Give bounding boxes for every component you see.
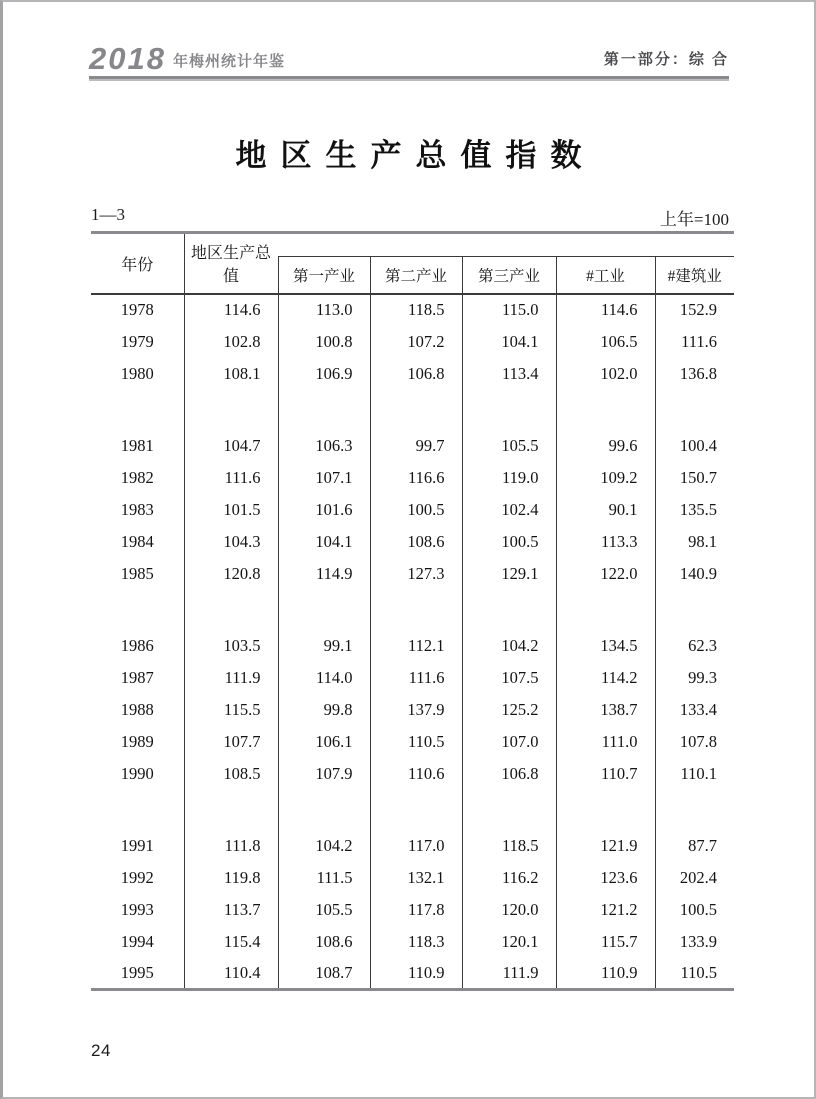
value-cell: 99.1	[278, 630, 370, 662]
value-cell: 133.4	[655, 694, 734, 726]
spacer-cell	[370, 590, 462, 630]
value-cell: 110.9	[556, 958, 655, 990]
value-cell: 110.7	[556, 758, 655, 790]
value-cell: 102.8	[184, 326, 278, 358]
value-cell: 108.1	[184, 358, 278, 390]
value-cell: 122.0	[556, 558, 655, 590]
spacer-cell	[462, 390, 556, 430]
value-cell: 99.8	[278, 694, 370, 726]
value-cell: 118.5	[370, 294, 462, 326]
value-cell: 115.7	[556, 926, 655, 958]
value-cell: 120.0	[462, 894, 556, 926]
year-cell: 1982	[120, 467, 154, 487]
value-cell: 106.1	[278, 726, 370, 758]
table-row	[91, 326, 734, 358]
value-cell: 134.5	[556, 630, 655, 662]
value-cell: 107.9	[278, 758, 370, 790]
value-cell: 114.2	[556, 662, 655, 694]
value-cell: 114.6	[556, 294, 655, 326]
value-cell: 123.6	[556, 862, 655, 894]
table-row	[91, 694, 734, 726]
value-cell: 110.1	[655, 758, 734, 790]
spacer-cell	[91, 590, 184, 630]
value-cell: 99.6	[556, 430, 655, 462]
value-cell: 101.6	[278, 494, 370, 526]
col-header-tertiary-industry: 第三产业	[462, 257, 556, 294]
value-cell: 115.4	[184, 926, 278, 958]
table-row	[91, 958, 734, 990]
value-cell: 100.8	[278, 326, 370, 358]
value-cell: 107.5	[462, 662, 556, 694]
value-cell: 106.8	[462, 758, 556, 790]
running-head-left	[89, 41, 285, 76]
value-cell: 100.5	[655, 894, 734, 926]
book-title: 年梅州统计年鉴	[172, 53, 285, 71]
spacer-row	[91, 790, 734, 830]
gdp-index-table	[91, 231, 734, 991]
year-cell: 1993	[120, 899, 154, 919]
value-cell: 111.5	[278, 862, 370, 894]
value-cell: 140.9	[655, 558, 734, 590]
year-cell: 1989	[120, 731, 154, 751]
value-cell: 111.9	[462, 958, 556, 990]
header-spacer	[278, 233, 734, 257]
col-header-primary-industry: 第一产业	[278, 257, 370, 294]
value-cell: 118.5	[462, 830, 556, 862]
value-cell: 113.3	[556, 526, 655, 558]
year-cell: 1994	[120, 931, 154, 951]
value-cell: 106.3	[278, 430, 370, 462]
value-cell: 102.4	[462, 494, 556, 526]
spacer-row	[91, 590, 734, 630]
value-cell: 104.1	[278, 526, 370, 558]
value-cell: 119.8	[184, 862, 278, 894]
spacer-cell	[184, 590, 278, 630]
value-cell: 133.9	[655, 926, 734, 958]
value-cell: 118.3	[370, 926, 462, 958]
value-cell: 119.0	[462, 462, 556, 494]
spacer-cell	[462, 590, 556, 630]
running-head	[89, 41, 729, 81]
spacer-cell	[462, 790, 556, 830]
col-header-construction: #建筑业	[655, 257, 734, 294]
spacer-cell	[556, 390, 655, 430]
table-row	[91, 726, 734, 758]
value-cell: 110.5	[370, 726, 462, 758]
value-cell: 110.9	[370, 958, 462, 990]
value-cell: 108.5	[184, 758, 278, 790]
value-cell: 110.4	[184, 958, 278, 990]
spacer-cell	[184, 390, 278, 430]
table-row	[91, 630, 734, 662]
value-cell: 121.2	[556, 894, 655, 926]
value-cell: 106.9	[278, 358, 370, 390]
value-cell: 101.5	[184, 494, 278, 526]
value-cell: 202.4	[655, 862, 734, 894]
value-cell: 105.5	[278, 894, 370, 926]
table-row	[91, 430, 734, 462]
table-row	[91, 358, 734, 390]
year-cell: 1980	[120, 363, 154, 383]
table-row	[91, 830, 734, 862]
value-cell: 107.0	[462, 726, 556, 758]
spacer-cell	[655, 390, 734, 430]
value-cell: 99.7	[370, 430, 462, 462]
spacer-row	[91, 390, 734, 430]
year-cell: 1981	[120, 435, 154, 455]
spacer-cell	[370, 790, 462, 830]
table-number: 1—3	[91, 205, 125, 224]
table-row	[91, 294, 734, 326]
col-header-grp: 地区生产总值	[184, 233, 278, 294]
value-cell: 115.0	[462, 294, 556, 326]
value-cell: 114.9	[278, 558, 370, 590]
year-cell: 1984	[120, 531, 154, 551]
value-cell: 127.3	[370, 558, 462, 590]
value-cell: 90.1	[556, 494, 655, 526]
value-cell: 107.7	[184, 726, 278, 758]
value-cell: 104.1	[462, 326, 556, 358]
value-cell: 108.6	[370, 526, 462, 558]
value-cell: 103.5	[184, 630, 278, 662]
value-cell: 111.9	[184, 662, 278, 694]
value-cell: 113.4	[462, 358, 556, 390]
value-cell: 120.1	[462, 926, 556, 958]
col-header-secondary-industry: 第二产业	[370, 257, 462, 294]
section-label: 第一部分：综 合	[603, 51, 729, 69]
spacer-cell	[91, 390, 184, 430]
year-cell: 1979	[120, 331, 154, 351]
value-cell: 113.0	[278, 294, 370, 326]
value-cell: 108.7	[278, 958, 370, 990]
table-row	[91, 558, 734, 590]
value-cell: 106.8	[370, 358, 462, 390]
year-cell: 1986	[120, 635, 154, 655]
page-number: 24	[91, 1041, 111, 1060]
year-cell: 1995	[120, 962, 154, 982]
value-cell: 98.1	[655, 526, 734, 558]
spacer-cell	[655, 790, 734, 830]
value-cell: 121.9	[556, 830, 655, 862]
year-cell: 1992	[120, 867, 154, 887]
value-cell: 117.0	[370, 830, 462, 862]
table-row	[91, 758, 734, 790]
value-cell: 110.5	[655, 958, 734, 990]
value-cell: 109.2	[556, 462, 655, 494]
value-cell: 111.6	[655, 326, 734, 358]
value-cell: 108.6	[278, 926, 370, 958]
table-row	[91, 462, 734, 494]
table-row	[91, 862, 734, 894]
col-header-year: 年份	[91, 233, 184, 294]
col-header-industry: #工业	[556, 257, 655, 294]
year-cell: 1978	[120, 300, 154, 319]
value-cell: 132.1	[370, 862, 462, 894]
value-cell: 150.7	[655, 462, 734, 494]
spacer-cell	[184, 790, 278, 830]
spacer-cell	[556, 590, 655, 630]
value-cell: 107.2	[370, 326, 462, 358]
value-cell: 115.5	[184, 694, 278, 726]
table-row	[91, 494, 734, 526]
value-cell: 100.5	[370, 494, 462, 526]
spacer-cell	[278, 590, 370, 630]
value-cell: 104.7	[184, 430, 278, 462]
value-cell: 125.2	[462, 694, 556, 726]
value-cell: 116.2	[462, 862, 556, 894]
spacer-cell	[278, 790, 370, 830]
value-cell: 111.0	[556, 726, 655, 758]
year-cell: 1985	[120, 563, 154, 583]
value-cell: 106.5	[556, 326, 655, 358]
value-cell: 138.7	[556, 694, 655, 726]
value-cell: 104.3	[184, 526, 278, 558]
value-cell: 87.7	[655, 830, 734, 862]
year-cell: 1988	[120, 699, 154, 719]
value-cell: 110.6	[370, 758, 462, 790]
spacer-cell	[370, 390, 462, 430]
table-header	[91, 233, 734, 294]
spacer-cell	[556, 790, 655, 830]
spacer-cell	[91, 790, 184, 830]
value-cell: 111.6	[184, 462, 278, 494]
value-cell: 111.6	[370, 662, 462, 694]
value-cell: 135.5	[655, 494, 734, 526]
value-cell: 107.1	[278, 462, 370, 494]
year-cell: 1990	[120, 763, 154, 783]
value-cell: 113.7	[184, 894, 278, 926]
spacer-cell	[655, 590, 734, 630]
value-cell: 102.0	[556, 358, 655, 390]
value-cell: 100.4	[655, 430, 734, 462]
value-cell: 116.6	[370, 462, 462, 494]
value-cell: 62.3	[655, 630, 734, 662]
value-cell: 120.8	[184, 558, 278, 590]
value-cell: 99.3	[655, 662, 734, 694]
year-cell: 1991	[120, 835, 154, 855]
value-cell: 152.9	[655, 294, 734, 326]
table-row	[91, 662, 734, 694]
running-head-rule	[89, 76, 729, 81]
page-title: 地区生产总值指数	[235, 138, 596, 173]
table-body	[91, 294, 734, 990]
value-cell: 105.5	[462, 430, 556, 462]
index-base-note: 上年=100	[659, 210, 729, 229]
value-cell: 107.8	[655, 726, 734, 758]
value-cell: 111.8	[184, 830, 278, 862]
table-row	[91, 894, 734, 926]
value-cell: 100.5	[462, 526, 556, 558]
value-cell: 104.2	[278, 830, 370, 862]
value-cell: 104.2	[462, 630, 556, 662]
table-meta	[91, 205, 729, 230]
value-cell: 137.9	[370, 694, 462, 726]
edition-year-logo: 2018	[89, 41, 166, 76]
value-cell: 114.0	[278, 662, 370, 694]
value-cell: 136.8	[655, 358, 734, 390]
value-cell: 129.1	[462, 558, 556, 590]
year-cell: 1983	[120, 499, 154, 519]
table-row	[91, 526, 734, 558]
value-cell: 117.8	[370, 894, 462, 926]
year-cell: 1987	[120, 667, 154, 687]
value-cell: 112.1	[370, 630, 462, 662]
value-cell: 114.6	[184, 294, 278, 326]
table-row	[91, 926, 734, 958]
spacer-cell	[278, 390, 370, 430]
